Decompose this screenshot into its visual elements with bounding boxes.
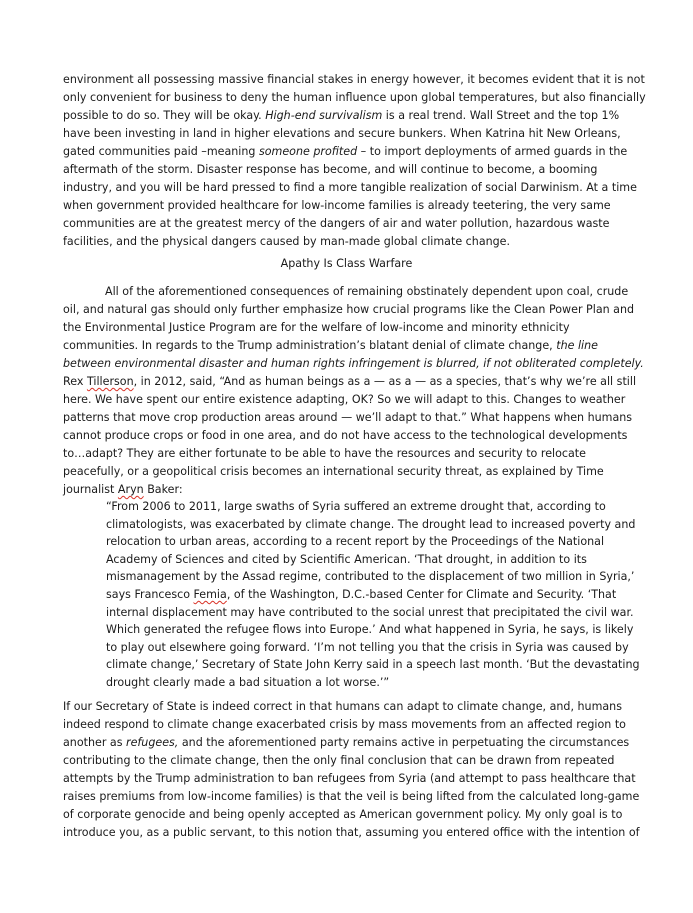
text-line: to…adapt? They are either fortunate to be able to have the resources and security to relocate [63,447,586,460]
spellcheck-flagged-word[interactable]: Aryn [117,483,144,496]
quote-line [106,586,626,604]
text-line [63,373,637,391]
quote-line: mismanagement by the Assad regime, contributed to the displacement of two million in Syria,’ [106,570,635,584]
paragraph [63,283,644,499]
text-run: another as [63,736,127,749]
quote-line: Which generated the refugee flows into Europe.’ And what happened in Syria, he says, is likely [106,623,634,637]
italic-text: the line [556,339,598,352]
text-line [63,481,628,499]
text-run: is a real trend. Wall Street and the top 1% [382,109,620,122]
text-run: , in 2012, said, “And as human beings as a — as a — as a species, that’s why we’re all still [133,375,637,388]
italic-text: someone profited [258,145,358,158]
text-run: Baker: [143,483,183,496]
text-line: environment all possessing massive financial stakes in energy however, it becomes evident that it is not [63,73,645,86]
quote-line: climate change,’ Secretary of State John Kerry said in a speech last month. ‘But the devastating [106,658,640,672]
text-line: when government provided healthcare for low-income families is already teetering, the very same [63,199,611,212]
text-line: the Environmental Justice Program are for the welfare of low-income and minority ethnicity [63,321,570,334]
text-line: cannot produce crops or food in one area, and do not have access to the technological developments [63,429,628,442]
text-run: Rex [63,375,87,388]
text-run: journalist [63,483,118,496]
quote-line: climatologists, was exacerbated by climate change. The drought lead to increased poverty and [106,517,636,531]
text-run: , of the Washington, D.C.-based Center for Climate and Security. ‘That [226,587,617,601]
text-line: facilities, and the physical dangers caused by man-made global climate change. [63,235,511,248]
text-line: industry, and you will be hard pressed to find a more tangible realization of social Darwinism. At a time [63,181,637,194]
block-quote [106,498,640,692]
text-line [63,337,628,355]
text-run: communities. In regards to the Trump administration’s blatant denial of climate change, [63,339,557,352]
text-run: gated communities paid –meaning [63,145,259,158]
text-run: and the aforementioned party remains active in perpetuating the circumstances [178,736,630,749]
spellcheck-flagged-word[interactable]: Tillerson [86,375,134,388]
text-line: communities are at the greatest mercy of the dangers of air and water pollution, hazardous waste [63,217,610,230]
paragraph [63,71,646,251]
quote-line: “From 2006 to 2011, large swaths of Syria suffered an extreme drought that, according to [106,500,606,513]
text-line: indeed respond to climate change exacerbated crisis by mass movements from an affected region to [63,718,626,731]
text-line: have been investing in land in higher elevations and secure bunkers. When Katrina hit New Orleans, [63,127,621,140]
text-line: here. We have spent our entire existence adapting, OK? So we will adapt to this. Changes to weather [63,393,626,406]
text-line: of corporate genocide and being openly accepted as American government policy. My only goal is to [63,808,623,821]
text-line: aftermath of the storm. Disaster response has become, and will continue to become, a booming [63,163,598,176]
quote-line: to play out elsewhere going forward. ‘I’m not telling you that the crisis in Syria was caused by [106,640,629,654]
text-line [63,734,628,752]
text-line: introduce you, as a public servant, to this notion that, assuming you entered office with the intention of [63,826,640,839]
quote-line: relocation to urban areas, according to a recent report by the Proceedings of the National [106,535,605,549]
text-line: peacefully, or a geopolitical crisis becomes an international security threat, as explained by Time [63,465,604,478]
text-line: only convenient for business to deny the human influence upon global temperatures, but also financially [63,91,646,104]
text-line: patterns that move crop production areas around — we’ll adapt to that.” What happens when humans [63,411,633,424]
section-heading: Apathy Is Class Warfare [280,257,413,270]
text-line [63,143,628,161]
italic-text: refugees, [126,736,179,749]
text-line: attempts by the Trump administration to ban refugees from Syria (and attempt to pass healthcare that [63,772,636,785]
quote-line: internal displacement may have contributed to the social unrest that precipitated the civil war. [106,605,634,619]
text-line: oil, and natural gas should only further emphasize how crucial programs like the Clean Power Plan and [63,303,635,316]
text-run: possible to do so. They will be okay. [63,109,266,122]
italic-text: between environmental disaster and human rights infringement is blurred, if not obliterated completely. [63,357,644,370]
paragraph [63,698,640,842]
text-line [63,107,628,125]
text-run: says Francesco [106,587,194,601]
quote-line: Academy of Sciences and cited by Scientific American. ‘That drought, in addition to its [106,552,587,566]
spellcheck-flagged-word[interactable]: Femia [193,587,227,601]
text-line [63,355,644,373]
text-line: If our Secretary of State is indeed correct in that humans can adapt to climate change, and, humans [63,700,622,713]
text-line: contributing to the climate change, then the only final conclusion that can be drawn from repeated [63,754,615,767]
quote-line: drought clearly made a bad situation a lot worse.’” [106,675,390,689]
italic-text: High-end survivalism [265,109,383,122]
text-run: – to import deployments of armed guards in the [357,145,628,158]
text-line: raises premiums from low-income families) is that the veil is being lifted from the calculated long-game [63,790,640,803]
text-line: All of the aforementioned consequences of remaining obstinately dependent upon coal, crude [105,285,629,298]
